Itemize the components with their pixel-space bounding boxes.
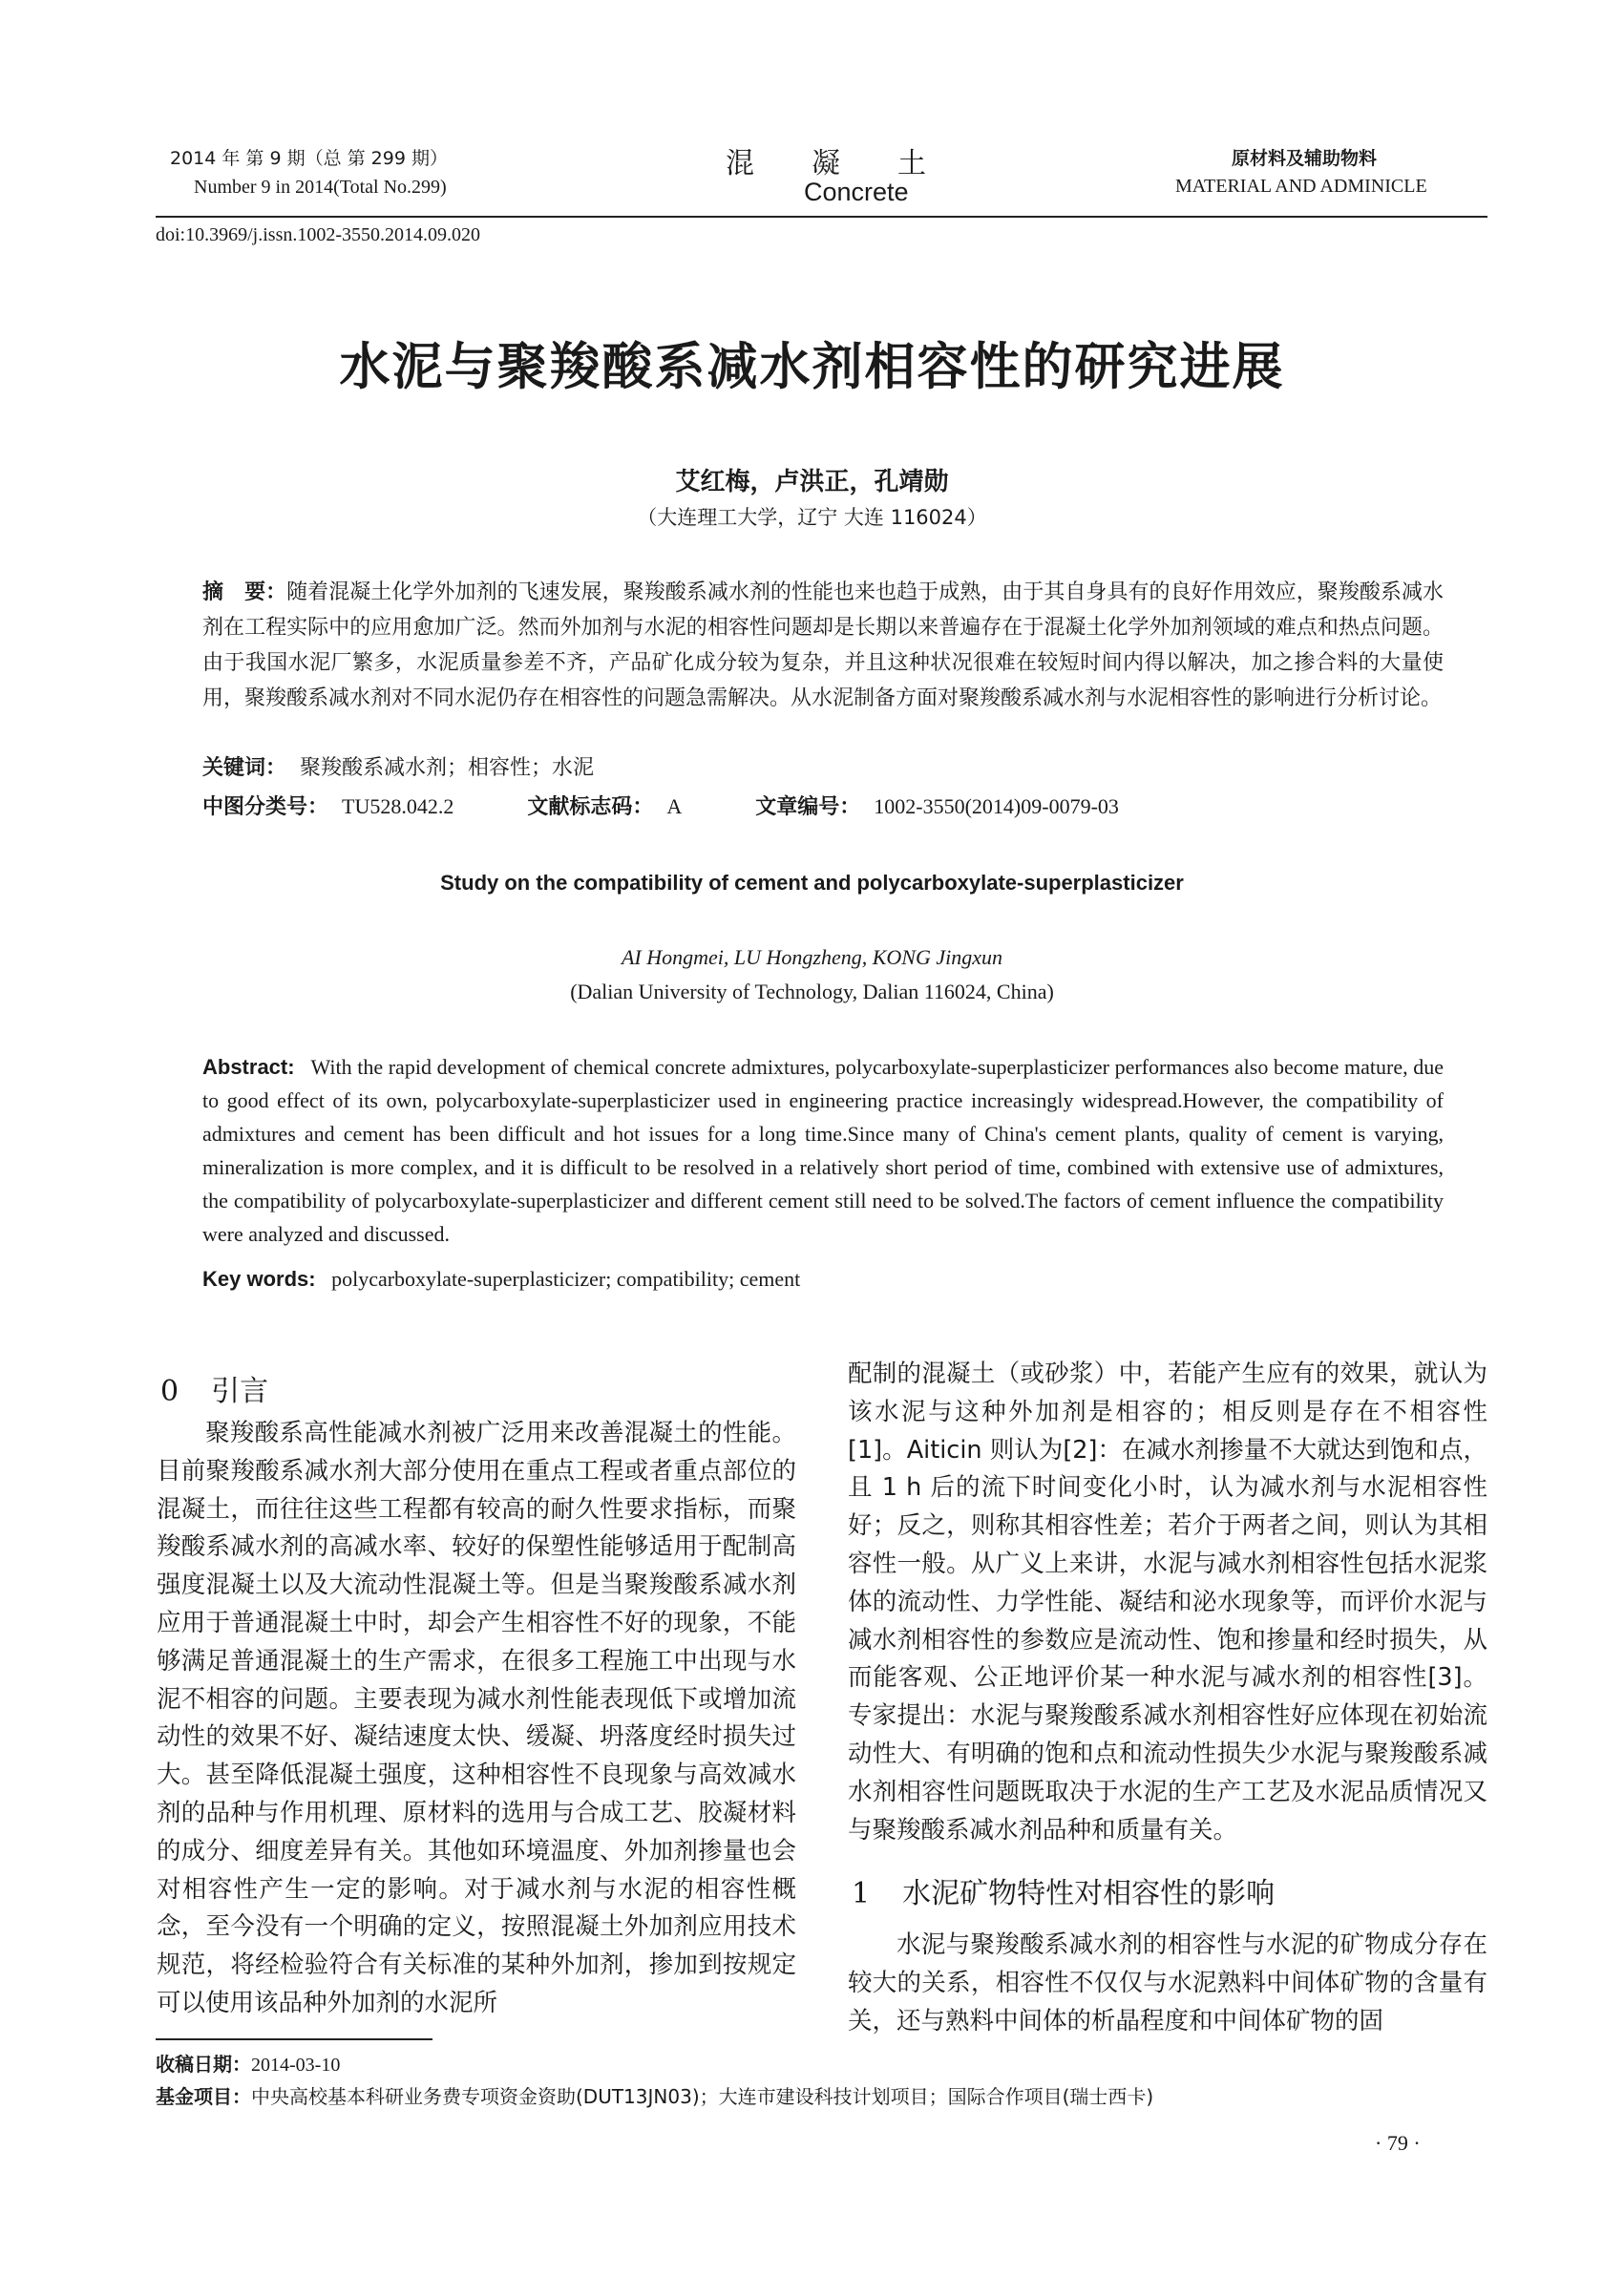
section-name-cn: 原材料及辅助物料 bbox=[1232, 148, 1378, 169]
paper-title-cn: 水泥与聚羧酸系减水剂相容性的研究进展 bbox=[339, 338, 1285, 396]
right-column-body-2: 水泥与聚羧酸系减水剂的相容性与水泥的矿物成分存在较大的关系，相容性不仅仅与水泥熟料中间体矿物的含量有关，还与熟料中间体的析晶程度和中间体矿物的固 bbox=[848, 1930, 1487, 2035]
left-column-body: 聚羧酸系高性能减水剂被广泛用来改善混凝土的性能。目前聚羧酸系减水剂大部分使用在重点工程或者重点部位的混凝土，而往往这些工程都有较高的耐久性要求指标，而聚羧酸系减水剂的高减水率、较好的保塑性能够适用于配制高强度混凝土以及大流动性混凝土等。但是当聚羧酸系减水剂应用于普通混凝土中时，却会产生相容性不好的现象，不能够满足普通混凝土的生产需求，在很多工程施工中出现与水泥不相容的问题。主要表现为减水剂性能表现低下或增加流动性的效果不好、凝结速度太快、缓凝、坍落度经时损失过大。甚至降低混凝土强度，这种相容性不良现象与高效减水剂的品种与作用机理、原材料的选用与合成工艺、胶凝材料的成分、细度差异有关。其他如环境温度、外加剂掺量也会对相容性产生一定的影响。对于减水剂与水泥的相容性概念，至今没有一个明确的定义，按照混凝土外加剂应用技术规范，将经检验符合有关标准的某种外加剂，掺加到按规定可以使用该品种外加剂的水泥所 bbox=[157, 1419, 796, 2017]
doi: doi:10.3969/j.issn.1002-3550.2014.09.020 bbox=[156, 224, 481, 245]
article-no-label: 文章编号： bbox=[755, 795, 861, 819]
keywords-en-text: polycarboxylate-superplasticizer; compatibility; cement bbox=[331, 1267, 801, 1291]
clc-label: 中图分类号： bbox=[202, 795, 329, 819]
article-no-value: 1002-3550(2014)09-0079-03 bbox=[874, 794, 1119, 818]
abstract-cn-text: 随着混凝土化学外加剂的飞速发展，聚羧酸系减水剂的性能也来也趋于成熟，由于其自身具有的良好作用效应，聚羧酸系减水剂在工程实际中的应用愈加广泛。然而外加剂与水泥的相容性问题却是长期以来普遍存在于混凝土化学外加剂领域的难点和热点问题。由于我国水泥厂繁多，水泥质量参差不齐，产品矿化成分较为复杂，并且这种状况很难在较短时间内得以解决，加之掺合料的大量使用，聚羧酸系减水剂对不同水泥仍存在相容性的问题急需解决。从水泥制备方面对聚羧酸系减水剂与水泥相容性的影响进行分析讨论。 bbox=[202, 580, 1444, 710]
section-name-en: MATERIAL AND ADMINICLE bbox=[1175, 176, 1427, 197]
authors-en: AI Hongmei, LU Hongzheng, KONG Jingxun bbox=[621, 945, 1003, 969]
issue-cn: 2014 年 第 9 期（总 第 299 期） bbox=[170, 148, 448, 169]
journal-title-en: Concrete bbox=[804, 178, 909, 206]
keywords-cn-text: 聚羧酸系减水剂；相容性；水泥 bbox=[300, 756, 595, 780]
clc-value: TU528.042.2 bbox=[342, 794, 454, 818]
keywords-en bbox=[202, 1262, 1444, 1296]
received-date bbox=[156, 2049, 340, 2077]
section-1-heading bbox=[852, 1869, 1275, 1911]
affiliation-cn: （大连理工大学，辽宁 大连 116024） bbox=[637, 506, 987, 529]
received-label: 收稿日期： bbox=[156, 2053, 251, 2076]
section-0-title: 引言 bbox=[211, 1375, 269, 1408]
section-0-number: 0 bbox=[160, 1375, 179, 1408]
paper-title-en: Study on the compatibility of cement and polycarboxylate-superplasticizer bbox=[440, 871, 1184, 895]
keywords-cn bbox=[202, 750, 1444, 786]
abstract-cn bbox=[202, 575, 1444, 716]
abstract-en-text: With the rapid development of chemical concrete admixtures, polycarboxylate-superplasticizer performances also become mature, due to good effect of its own, polycarboxylate-superplasticizer used in engineering practice increasingly widespread.However, the compatibility of admixtures and cement has been difficult and hot issues for a long time.Since many of China's cement plants, quality of cement is varying, mineralization is more complex, and it is difficult to be resolved in a relatively short period of time, combined with extensive use of admixtures, the compatibility of polycarboxylate-superplasticizer and different cement still need to be solved.The factors of cement influence the compatibility were analyzed and discussed. bbox=[202, 1055, 1444, 1246]
fund-label: 基金项目： bbox=[156, 2085, 251, 2108]
header-rule bbox=[156, 216, 1487, 218]
keywords-cn-label: 关键词： bbox=[202, 756, 287, 780]
abstract-en bbox=[202, 1050, 1444, 1251]
doc-code-value: A bbox=[666, 794, 683, 818]
authors-cn: 艾红梅，卢洪正，孔靖勋 bbox=[675, 468, 949, 496]
issue-en: Number 9 in 2014(Total No.299) bbox=[194, 177, 447, 198]
section-1-title: 水泥矿物特性对相容性的影响 bbox=[902, 1877, 1276, 1910]
footnote-rule bbox=[156, 2038, 432, 2040]
abstract-cn-label: 摘 要： bbox=[202, 580, 287, 604]
received-value: 2014-03-10 bbox=[251, 2055, 341, 2076]
fund-value: 中央高校基本科研业务费专项资金资助(DUT13JN03)；大连市建设科技计划项目；国际合作项目(瑞士西卡) bbox=[251, 2085, 1154, 2108]
section-0-heading bbox=[160, 1367, 268, 1409]
doc-code-label: 文献标志码： bbox=[527, 795, 654, 819]
section-1-number: 1 bbox=[852, 1877, 871, 1910]
page-number: · 79 · bbox=[1375, 2131, 1421, 2155]
fund-info bbox=[156, 2081, 1153, 2109]
keywords-en-label: Key words: bbox=[202, 1267, 316, 1291]
abstract-en-label: Abstract: bbox=[202, 1055, 295, 1079]
right-column-body-1: 配制的混凝土（或砂浆）中，若能产生应有的效果，就认为该水泥与这种外加剂是相容的；相反则是存在不相容性[1]。Aiticin 则认为[2]：在减水剂掺量不大就达到饱和点，且 1 h 后的流下时间变化小时，认为减水剂与水泥相容性好；反之，则称其相容性差；若介于两者之间，则认为其相容性一般。从广义上来讲，水泥与减水剂相容性包括水泥浆体的流动性、力学性能、凝结和泌水现象等，而评价水泥与减水剂相容性的参数应是流动性、饱和掺量和经时损失，从而能客观、公正地评价某一种水泥与减水剂的相容性[3]。专家提出：水泥与聚羧酸系减水剂相容性好应体现在初始流动性大、有明确的饱和点和流动性损失少水泥与聚羧酸系减水剂相容性问题既取决于水泥的生产工艺及水泥品质情况又与聚羧酸系减水剂品种和质量有关。 bbox=[848, 1360, 1487, 1845]
journal-title-cn: 混 凝 土 bbox=[726, 147, 926, 180]
classification-line bbox=[202, 789, 1444, 825]
affiliation-en: (Dalian University of Technology, Dalian 116024, China) bbox=[570, 980, 1054, 1003]
